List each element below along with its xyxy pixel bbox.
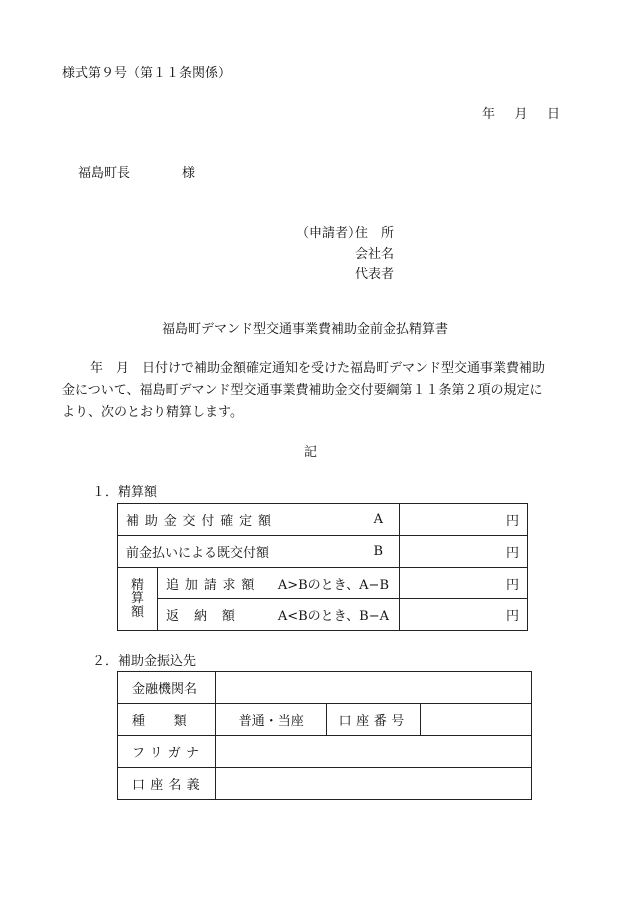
- refund-label: 返納額: [166, 609, 250, 624]
- document-title: 福島町デマンド型交通事業費補助金前金払精算書: [162, 322, 449, 337]
- addressee-honorific: 様: [182, 166, 196, 181]
- refund-value[interactable]: 円: [400, 599, 528, 631]
- form-number: 様式第９号（第１１条関係）: [62, 66, 232, 81]
- furigana-label: フリガナ: [118, 736, 216, 768]
- refund-condition: A<Bのとき、B−A: [277, 609, 389, 624]
- addressee-name: 福島町長: [78, 166, 131, 181]
- additional-claim-value[interactable]: 円: [400, 568, 528, 599]
- prepaid-amount-value[interactable]: 円: [400, 536, 528, 568]
- confirmed-amount-label: 補助金交付確定額: [126, 514, 277, 529]
- settlement-group-label: 精 算 額: [118, 568, 158, 631]
- additional-claim-label: 追加請求額: [166, 577, 261, 593]
- date-line: 年 月 日: [482, 107, 564, 122]
- section2-heading: ２．補助金振込先: [92, 654, 197, 669]
- prepaid-amount-label: 前金払いによる既交付額: [126, 546, 270, 561]
- account-type-value[interactable]: 普通・当座: [216, 704, 327, 736]
- account-type-label: 種類: [118, 704, 216, 736]
- ki-label: 記: [304, 445, 318, 460]
- applicant-label: （申請者）: [296, 226, 362, 241]
- account-number-field[interactable]: [421, 704, 532, 736]
- body-line-2: 金について、福島町デマンド型交通事業費補助金交付要綱第１１条第２項の規定に: [62, 383, 543, 398]
- settlement-table: [117, 503, 528, 631]
- prepaid-amount-cell: [118, 536, 400, 568]
- applicant-company-label: 会社名: [355, 247, 395, 262]
- prepaid-amount-code: B: [373, 544, 383, 559]
- section1-heading: １．精算額: [92, 485, 158, 500]
- bank-name-field[interactable]: [216, 672, 532, 704]
- account-name-field[interactable]: [216, 768, 532, 800]
- refund-cell: [158, 599, 400, 631]
- applicant-address-label: 住 所: [355, 226, 395, 241]
- bank-name-label: 金融機関名: [118, 672, 216, 704]
- applicant-representative-label: 代表者: [355, 267, 395, 282]
- body-line-3: より、次のとおり精算します。: [62, 405, 243, 420]
- furigana-field[interactable]: [216, 736, 532, 768]
- bank-table: [117, 671, 532, 800]
- additional-claim-cell: [158, 568, 400, 599]
- additional-claim-condition: A>Bのとき、A−B: [277, 577, 389, 593]
- account-name-label: 口座名義: [118, 768, 216, 800]
- body-line-1: 年 月 日付けで補助金額確定通知を受けた福島町デマンド型交通事業費補助: [90, 361, 546, 376]
- confirmed-amount-cell: [118, 504, 400, 536]
- confirmed-amount-value[interactable]: 円: [400, 504, 528, 536]
- confirmed-amount-code: A: [373, 512, 383, 527]
- account-number-label: 口座番号: [327, 704, 421, 736]
